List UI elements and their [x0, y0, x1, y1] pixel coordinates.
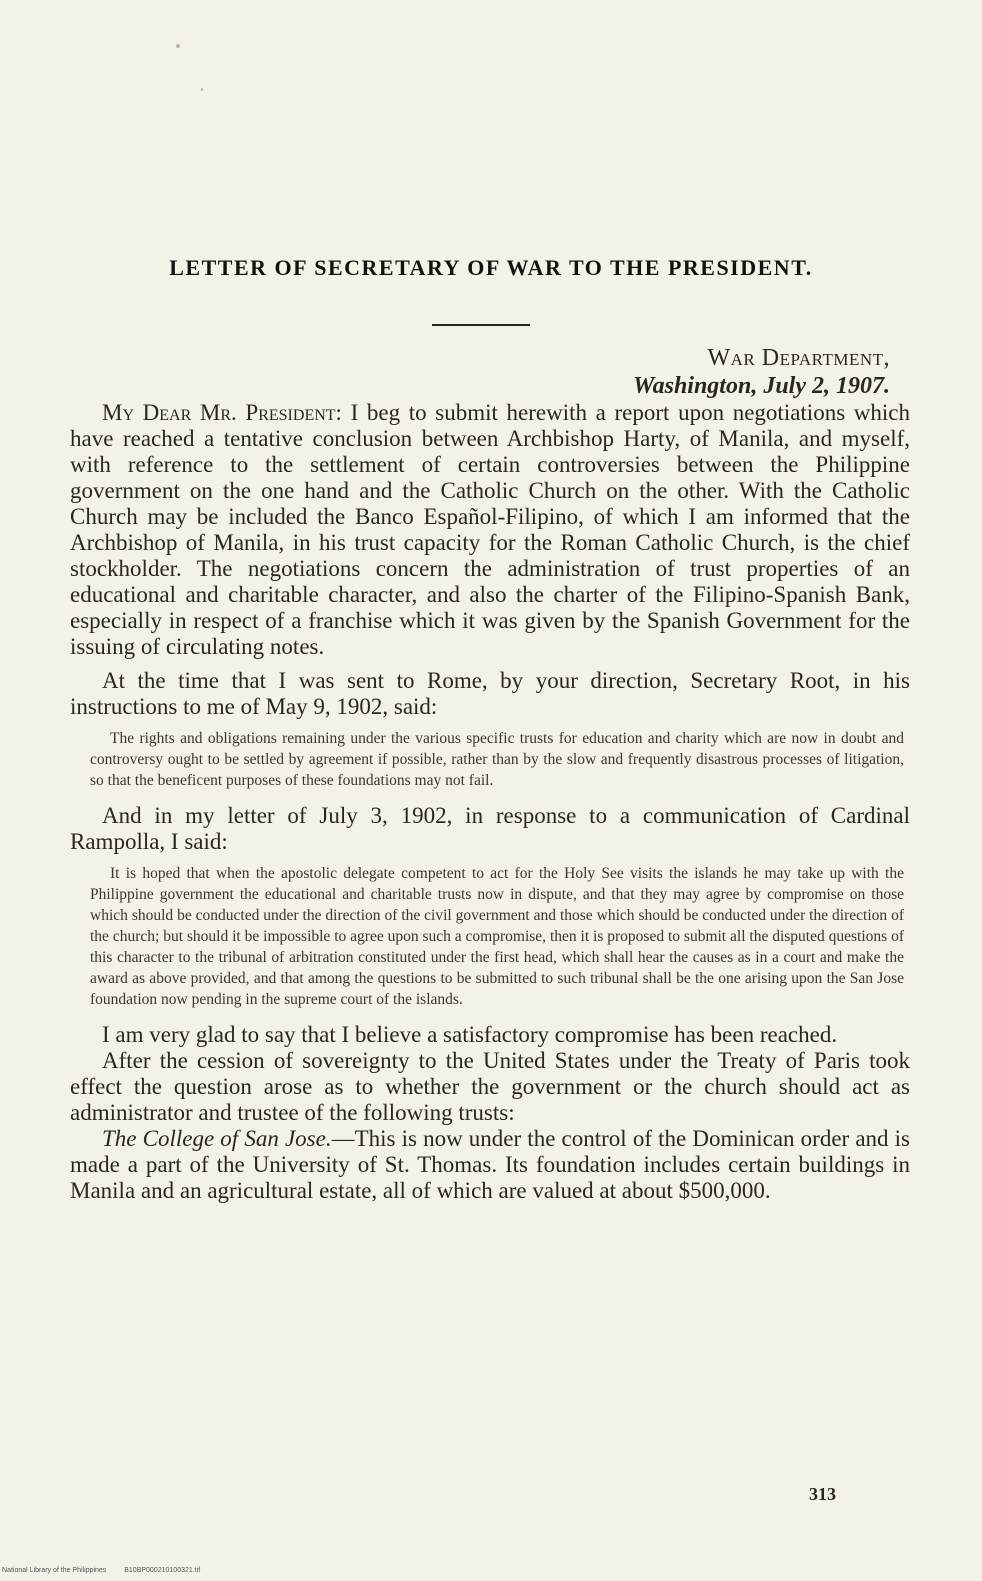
- quote-root-instructions: The rights and obligations remaining under the various specific trusts for education and charity which are now in doubt and controversy ought to be settled by agreement if possible, rather than by the slow and frequently disastrous processes of litigation, so that the beneficent purposes of these foundations may not fail.: [90, 730, 904, 789]
- san-jose-text: —This is now under the control of the Dominican order and is made a part of the University of St. Thomas. Its foundation includes certain buildings in Manila and an agricultural estate, all of which are valued at about $500,000.: [70, 1126, 910, 1203]
- paper-speck: [176, 44, 180, 48]
- dateline: [633, 344, 890, 400]
- dateline-department: War Department,: [707, 345, 890, 371]
- scan-footer: [2, 1567, 200, 1574]
- dateline-place-date: Washington, July 2, 1907.: [633, 373, 890, 399]
- page-number: 313: [809, 1484, 836, 1504]
- paragraph-cession: After the cession of sovereignty to the United States under the Treaty of Paris took effect the question arose as to whether the government or the church should act as administrator and trustee of the following trusts:: [70, 1048, 910, 1125]
- paragraph-rome: At the time that I was sent to Rome, by your direction, Secretary Root, in his instructions to me of May 9, 1902, said:: [70, 668, 910, 719]
- paragraph-opening: [70, 400, 910, 660]
- footer-code: B10BP000210100321.tif: [124, 1567, 201, 1574]
- paragraph-compromise: I am very glad to say that I believe a satisfactory compromise has been reached.: [102, 1022, 838, 1047]
- paragraph-san-jose: [70, 1126, 910, 1204]
- title-divider: [432, 324, 530, 326]
- opening-text: : I beg to submit herewith a report upon negotiations which have reached a tentative conclusion between Archbishop Harty, of Manila, and myself, with reference to the settlement of certain controversies between the Philippine government on the one hand and the Catholic Church on the other. With the Catholic Church may be included the Banco Español-Filipino, of which I am informed that the Archbishop of Manila, in his trust capacity for the Roman Catholic Church, is the chief stockholder. The negotiations concern the administration of trust properties of an educational and charitable character, and also the charter of the Filipino-Spanish Bank, especially in respect of a franchise which it was given by the Spanish Government for the issuing of circulating notes.: [70, 400, 910, 659]
- paragraph-rampolla: And in my letter of July 3, 1902, in response to a communication of Cardinal Rampolla, I said:: [70, 803, 910, 854]
- footer-library: National Library of the Philippines: [2, 1567, 107, 1574]
- topic-heading: The College of San Jose.: [102, 1126, 332, 1151]
- page-title: LETTER OF SECRETARY OF WAR TO THE PRESIDENT.: [169, 255, 813, 280]
- letter-body: [70, 400, 910, 1204]
- salutation: My Dear Mr. President: [102, 400, 336, 425]
- paper-speck: [201, 88, 203, 91]
- quote-letter-rampolla: It is hoped that when the apostolic delegate competent to act for the Holy See visits the islands he may take up with the Philippine government the educational and charitable trusts now in dispute, and that they may agree by compromise on those which should be conducted under the direction of the civil government and those which should be conducted under the direction of the church; but should it be impossible to agree upon such a compromise, then it is proposed to submit all the disputed questions of this character to the tribunal of arbitration constituted under the first head, which shall hear the causes as in a court and make the award as above provided, and that among the questions to be submitted to such tribunal shall be the one arising upon the San Jose foundation now pending in the supreme court of the islands.: [90, 865, 904, 1008]
